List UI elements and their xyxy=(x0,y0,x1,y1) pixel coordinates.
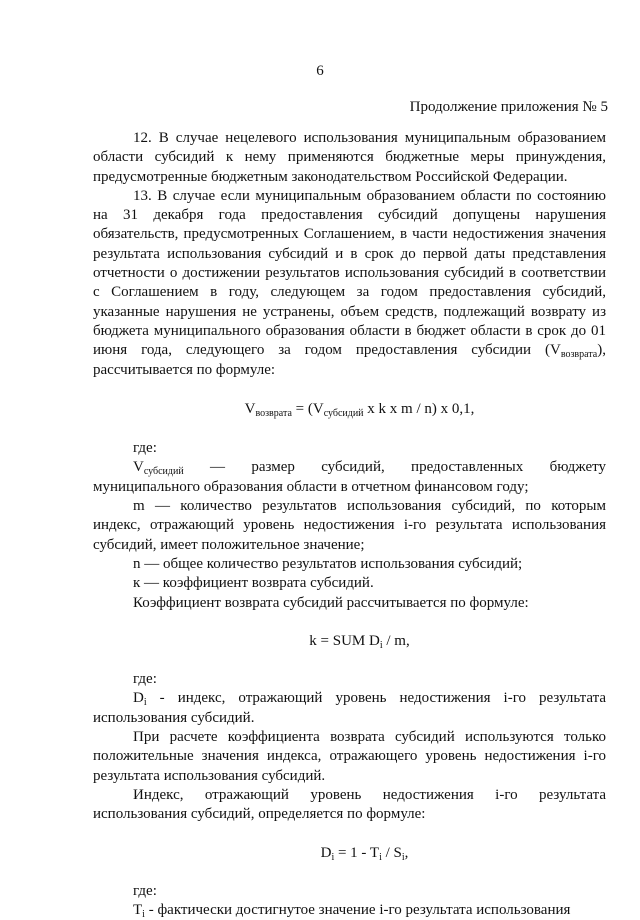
formula1-mid: = (V xyxy=(291,400,324,417)
formula3-d: D xyxy=(320,844,332,861)
def-v-word: — xyxy=(210,459,226,476)
definition-m: m — количество результатов использования субсидий, по которым индекс, отражающий уровень недостижения i-го результата использования субсидий, имеет положительное значение; xyxy=(93,498,606,553)
formula3-mid: = 1 - T xyxy=(334,844,380,861)
formula2-sub: i xyxy=(379,639,383,651)
definition-v-continuation: муниципального образования области в отчетном финансовом году; xyxy=(93,478,529,495)
def-v-letter: V xyxy=(133,459,144,476)
formula1-sub1: возврата xyxy=(255,407,292,419)
def-d-subscript: i xyxy=(143,697,147,709)
def-d-letter: D xyxy=(133,690,144,707)
formula1-v: V xyxy=(244,400,256,417)
where-label-2: где: xyxy=(133,671,157,688)
where-label-3: где: xyxy=(133,882,157,899)
page-number: 6 xyxy=(316,63,324,79)
formula3-mid2: / S xyxy=(381,844,402,861)
document-body xyxy=(93,129,606,920)
formula3-sub1: i xyxy=(331,851,335,863)
definition-v-subsidiy xyxy=(133,458,606,477)
positive-values-note: При расчете коэффициента возврата субсидий используются только положительные значения индекса, отражающего уровень недостижения i-го результата использования субсидий. xyxy=(93,729,606,784)
formula-d xyxy=(93,844,606,863)
formula1-tail: x k x m / n) x 0,1, xyxy=(363,400,475,417)
where-label-1: где: xyxy=(133,440,157,457)
paragraph-12: 12. В случае нецелевого использования муниципальным образованием области субсидий к нему применяются бюджетные меры принуждения, предусмотренные бюджетным законодательством Российской Федерации. xyxy=(93,130,606,185)
continuation-header: Продолжение приложения № 5 xyxy=(409,99,608,115)
def-t-letter: T xyxy=(133,902,143,919)
formula3-sub2: i xyxy=(379,851,382,863)
def-d-text: - индекс, отражающий уровень недостижения i-го результата использования субсидий. xyxy=(93,690,606,726)
def-v-word: субсидий, xyxy=(321,459,385,476)
formula-k xyxy=(93,632,606,651)
def-v-word: предоставленных xyxy=(411,459,524,476)
formula1-sub2: субсидий xyxy=(323,407,364,419)
formula3-sub3: i xyxy=(401,851,405,863)
formula-v-vozvrata xyxy=(93,400,606,419)
def-v-word: размер xyxy=(251,459,295,476)
formula2-pre: k = SUM D xyxy=(309,632,380,649)
paragraph-13-subscript: возврата xyxy=(560,349,598,361)
definition-d xyxy=(93,689,606,728)
def-v-subscript: субсидий xyxy=(143,466,184,478)
index-formula-intro: Индекс, отражающий уровень недостижения i-го результата использования субсидий, определяется по формуле: xyxy=(93,786,606,823)
def-t-text: - фактически достигнутое значение i-го результата использования xyxy=(144,902,571,919)
definition-k: к — коэффициент возврата субсидий. xyxy=(133,575,374,592)
def-t-subscript: i xyxy=(142,909,145,920)
formula3-tail: , xyxy=(404,844,409,861)
paragraph-13 xyxy=(93,187,606,380)
paragraph-13-tail: ), рассчитывается по формуле: xyxy=(93,342,606,378)
formula2-tail: / m, xyxy=(382,632,410,649)
k-formula-intro: Коэффициент возврата субсидий рассчитывается по формуле: xyxy=(133,594,529,611)
definition-t xyxy=(93,901,606,920)
paragraph-13-text: 13. В случае если муниципальным образованием области по состоянию на 31 декабря года предоставления субсидий допущены нарушения обязательств, предусмотренных Соглашением, в части недостижения значения результата использования субсидий и в срок до первой даты представления отчетности о достижении результатов использования субсидий в соответствии с Соглашением в году, следующем за годом предоставления субсидий, указанные нарушения не устранены, объем средств, подлежащий возврату из бюджета муниципального образования области в бюджет области в срок до 01 июня года, следующего за годом предоставления субсидии (V xyxy=(93,187,606,359)
definition-n: n — общее количество результатов использования субсидий; xyxy=(133,555,523,572)
def-v-word: бюджету xyxy=(549,459,606,476)
def-v-symbol xyxy=(133,458,184,477)
